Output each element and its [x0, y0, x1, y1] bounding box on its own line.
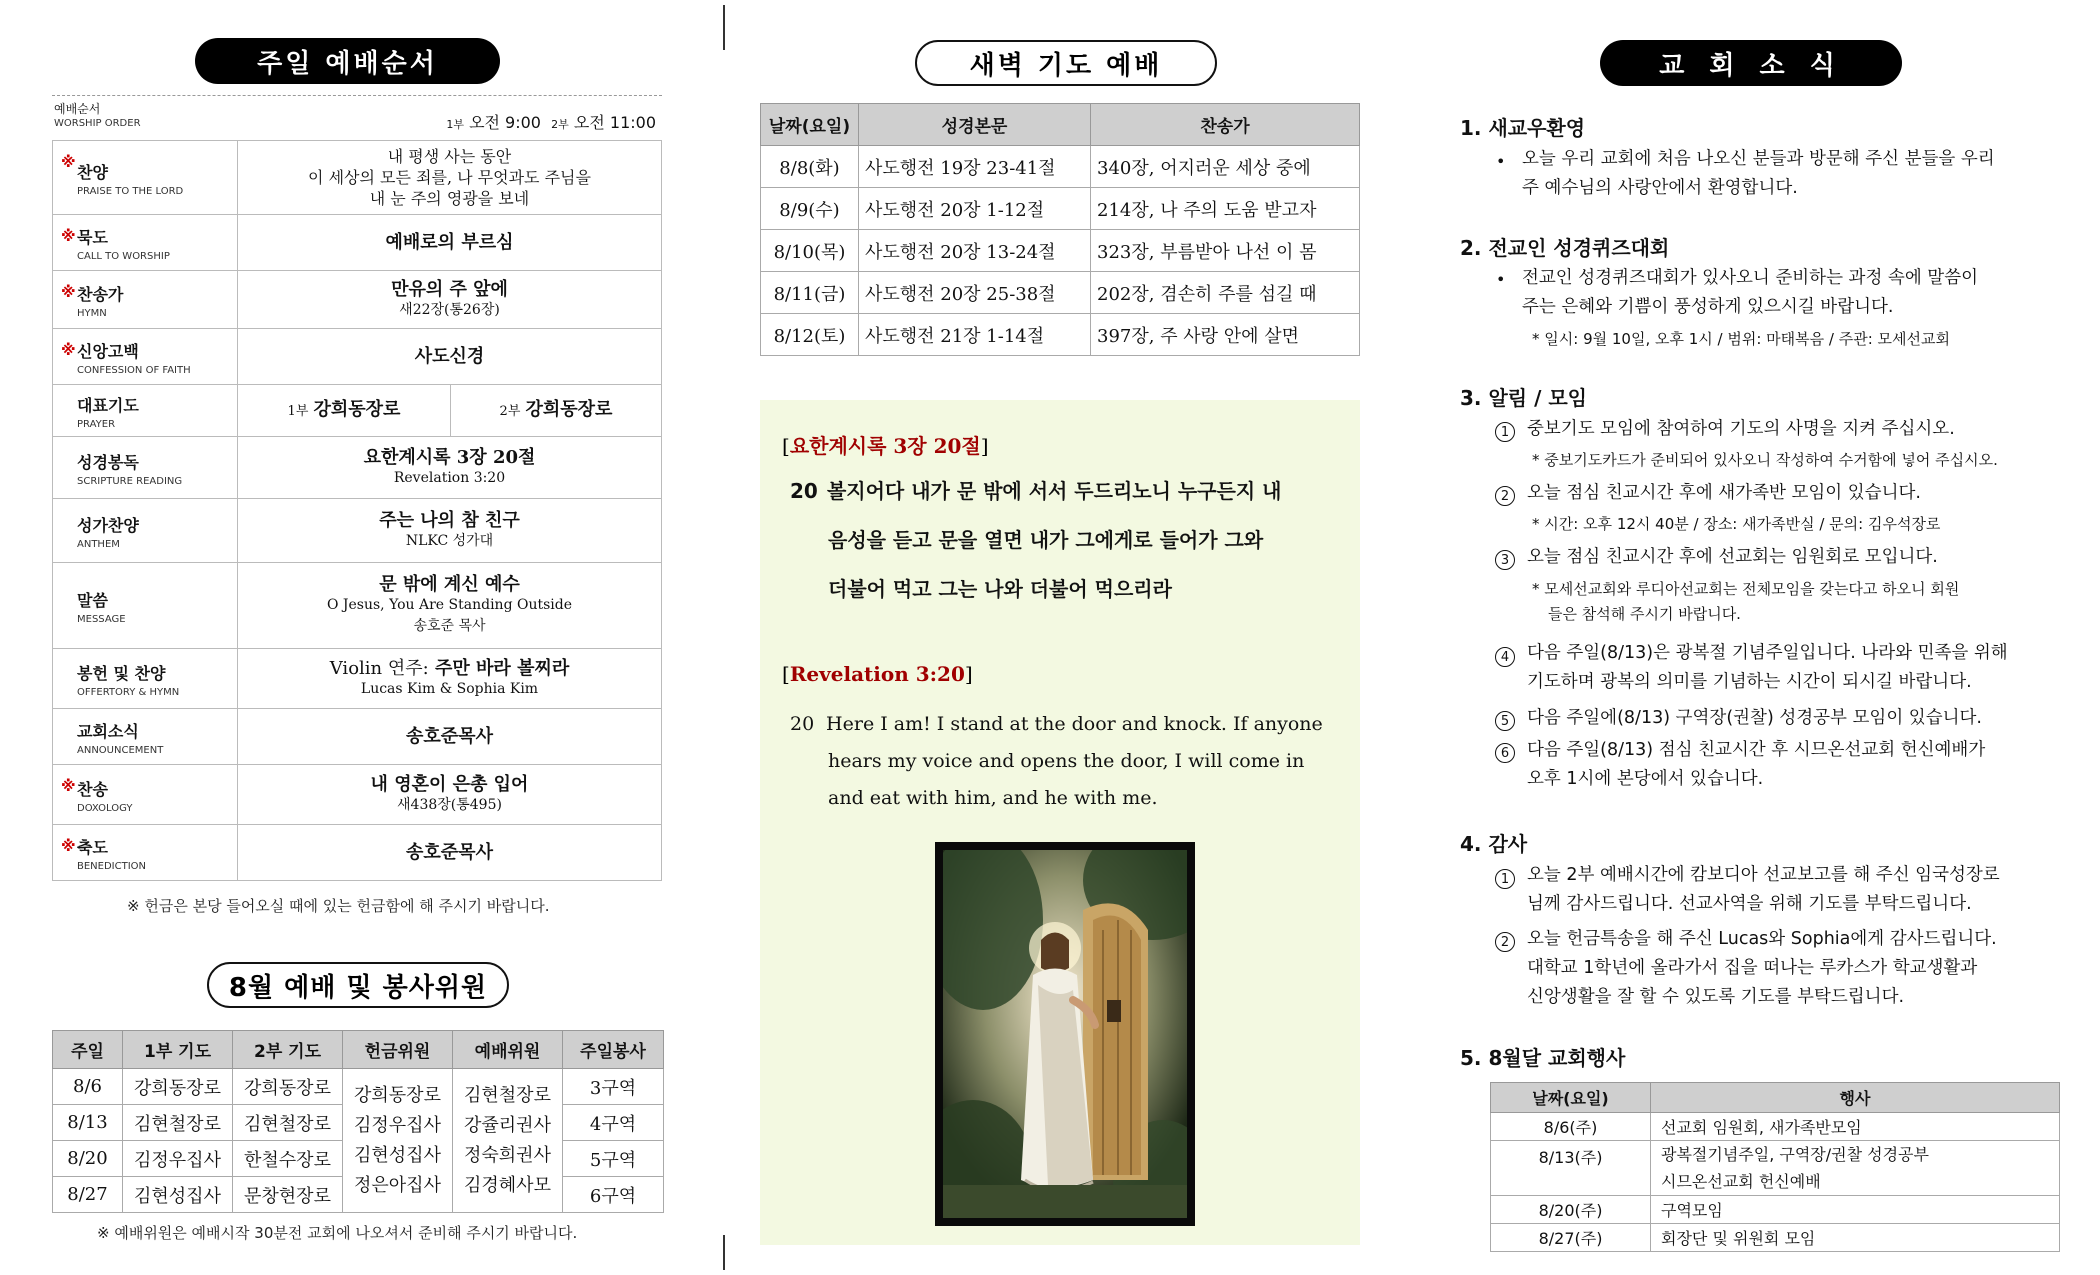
verse-ko-reference: [요한계시록 3장 20절]	[782, 434, 989, 458]
standing-mark: ※	[61, 283, 76, 301]
august-events-table	[1490, 1082, 2060, 1252]
table-row: 8/20(주) 구역모임	[1491, 1196, 2060, 1224]
standing-mark: ※	[61, 153, 76, 171]
table-row: 8/6 강희동장로 강희동장로 강희동장로 김정우집사 김현성집사 정은아집사 김현철장로 강쥴리권사 정숙희권사 김경혜사모 3구역	[53, 1069, 664, 1105]
news-section-4-title: 4. 감사	[1460, 832, 1528, 856]
circled-number: 1	[1495, 422, 1515, 442]
table-row: 8/20 김정우집사 한철수장로 5구역	[53, 1141, 664, 1177]
circled-number: 6	[1495, 743, 1515, 763]
column-divider-top	[723, 5, 725, 50]
order-row: ※ 묵도 CALL TO WORSHIP 예배로의 부르심	[53, 215, 662, 271]
table-row: 8/12(토) 사도행전 21장 1-14절 397장, 주 사랑 안에 살면	[761, 314, 1360, 356]
news-section-5-title: 5. 8월달 교회행사	[1460, 1046, 1626, 1070]
servants-table	[52, 1030, 664, 1213]
dawn-prayer-title: 새벽 기도 예배	[915, 40, 1217, 86]
worship-committee: 김현철장로 강쥴리권사 정숙희권사 김경혜사모	[453, 1069, 563, 1213]
table-row: 8/9(수) 사도행전 20장 1-12절 214장, 나 주의 도움 받고자	[761, 188, 1360, 230]
bullet-icon: •	[1496, 152, 1506, 171]
service-times: 1부 오전 9:00 2부 오전 11:00	[446, 113, 656, 132]
worship-order-header	[52, 95, 662, 135]
notice-item: 다음 주일(8/13) 점심 친교시간 후 시므온선교회 헌신예배가 오후 1시에 본당에서 있습니다.	[1527, 740, 1986, 789]
offering-committee: 강희동장로 김정우집사 김현성집사 정은아집사	[343, 1069, 453, 1213]
notice-item: 중보기도 모임에 참여하여 기도의 사명을 지켜 주십시오.	[1527, 419, 1955, 439]
table-row: 8/27 김현성집사 문창현장로 6구역	[53, 1177, 664, 1213]
worship-order-header-ko: 예배순서	[54, 102, 101, 116]
order-row: ※ 찬양 PRAISE TO THE LORD 내 평생 사는 동안 이 세상의 모든 죄를, 나 무엇과도 주님을 내 눈 주의 영광을 보네	[53, 141, 662, 215]
order-row: ※ 찬송가 HYMN 만유의 주 앞에 새22장(통26장)	[53, 271, 662, 329]
table-row: 8/13(주) 광복절기념주일, 구역장/권찰 성경공부 시므온선교회 헌신예배	[1491, 1141, 2060, 1196]
verse-box	[760, 400, 1360, 1245]
order-row: 대표기도 PRAYER 1부 강희동장로 2부 강희동장로	[53, 385, 662, 437]
offering-note: ※ 헌금은 본당 들어오실 때에 있는 헌금함에 해 주시기 바랍니다.	[127, 897, 550, 915]
standing-mark: ※	[61, 837, 76, 855]
table-row: 8/10(목) 사도행전 20장 13-24절 323장, 부름받아 나선 이 몸	[761, 230, 1360, 272]
bullet-icon: •	[1496, 270, 1506, 289]
dawn-header-row: 날짜(요일) 성경본문 찬송가	[761, 104, 1360, 146]
table-row: 8/6(주) 선교회 임원회, 새가족반모임	[1491, 1113, 2060, 1141]
notice-item: 다음 주일(8/13)은 광복절 기념주일입니다. 나라와 민족을 위해 기도하며 광복의 의미를 기념하는 시간이 되시길 바랍니다.	[1527, 643, 2008, 692]
news-section-2-title: 2. 전교인 성경퀴즈대회	[1460, 236, 1670, 260]
worship-order-title: 주일 예배순서	[195, 38, 500, 84]
circled-number: 4	[1495, 647, 1515, 667]
worship-order-table	[52, 140, 662, 881]
dawn-prayer-table	[760, 103, 1360, 356]
order-row: ※ 축도 BENEDICTION 송호준목사	[53, 825, 662, 881]
order-row: 봉헌 및 찬양 OFFERTORY & HYMN Violin 연주: 주만 바라 볼찌라 Lucas Kim & Sophia Kim	[53, 649, 662, 709]
church-news-title: 교 회 소 식	[1600, 40, 1902, 86]
verse-en-reference: [Revelation 3:20]	[782, 662, 973, 686]
circled-number: 1	[1495, 869, 1515, 889]
news-section-2-text: 전교인 성경퀴즈대회가 있사오니 준비하는 과정 속에 말씀이 주는 은혜와 기쁨이 풍성하게 있으시길 바랍니다.	[1522, 268, 1978, 317]
table-row: 8/13 김현철장로 김현철장로 4구역	[53, 1105, 664, 1141]
order-row: ※ 신앙고백 CONFESSION OF FAITH 사도신경	[53, 329, 662, 385]
worship-order-header-en: WORSHIP ORDER	[54, 118, 141, 129]
order-row: 말씀 MESSAGE 문 밖에 계신 예수 O Jesus, You Are Standing Outside 송호준 목사	[53, 563, 662, 649]
circled-number: 5	[1495, 711, 1515, 731]
verse-ko-text: 20 볼지어다 내가 문 밖에 서서 두드리노니 누구든지 내 음성을 듣고 문을 열면 내가 그에게로 들어가 그와 더불어 먹고 그는 나와 더불어 먹으리라	[790, 479, 1282, 601]
notice-item: 오늘 점심 친교시간 후에 선교회는 임원회로 모입니다.	[1527, 547, 1938, 567]
order-row: 성경봉독 SCRIPTURE READING 요한계시록 3장 20절 Revelation 3:20	[53, 437, 662, 499]
notice-item-sub: * 모세선교회와 루디아선교회는 전체모임을 갖는다고 하오니 회원 들은 참석해 주시기 바랍니다.	[1532, 580, 1960, 623]
standing-mark: ※	[61, 227, 76, 245]
servants-note: ※ 예배위원은 예배시작 30분전 교회에 나오셔서 준비해 주시기 바랍니다.	[97, 1224, 578, 1242]
order-row: 교회소식 ANNOUNCEMENT 송호준목사	[53, 709, 662, 765]
circled-number: 2	[1495, 932, 1515, 952]
news-section-1-title: 1. 새교우환영	[1460, 116, 1586, 140]
notice-item: 다음 주일에(8/13) 구역장(권찰) 성경공부 모임이 있습니다.	[1527, 708, 1982, 728]
table-row: 8/8(화) 사도행전 19장 23-41절 340장, 어지러운 세상 중에	[761, 146, 1360, 188]
news-section-2-sub: * 일시: 9월 10일, 오후 1시 / 범위: 마태복음 / 주관: 모세선교회	[1532, 330, 1950, 348]
column-divider-bottom	[723, 1235, 725, 1270]
notice-item: 오늘 점심 친교시간 후에 새가족반 모임이 있습니다.	[1527, 483, 1921, 503]
table-row: 8/11(금) 사도행전 20장 25-38절 202장, 겸손히 주를 섬길 때	[761, 272, 1360, 314]
painting-image	[943, 850, 1187, 1218]
jesus-knocking-painting	[935, 842, 1195, 1226]
thanks-item: 오늘 헌금특송을 해 주신 Lucas와 Sophia에게 감사드립니다. 대학교 1학년에 올라가서 집을 떠나는 루카스가 학교생활과 신앙생활을 잘 할 수 있도록 기도를 부탁드립니다.	[1527, 929, 1997, 1007]
circled-number: 2	[1495, 486, 1515, 506]
events-header-row: 날짜(요일) 행사	[1491, 1083, 2060, 1113]
verse-en-text: 20 Here I am! I stand at the door and knock. If anyone hears my voice and opens the door, I will come in and eat with him, and he with me.	[790, 713, 1323, 809]
servants-header-row: 주일 1부 기도 2부 기도 헌금위원 예배위원 주일봉사	[53, 1031, 664, 1069]
order-row: 성가찬양 ANTHEM 주는 나의 참 친구 NLKC 성가대	[53, 499, 662, 563]
standing-mark: ※	[61, 341, 76, 359]
order-row: ※ 찬송 DOXOLOGY 내 영혼이 은총 입어 새438장(통495)	[53, 765, 662, 825]
circled-number: 3	[1495, 550, 1515, 570]
notice-item-sub: * 중보기도카드가 준비되어 있사오니 작성하여 수거함에 넣어 주십시오.	[1532, 451, 1998, 469]
notice-item-sub: * 시간: 오후 12시 40분 / 장소: 새가족반실 / 문의: 김우석장로	[1532, 515, 1941, 533]
servants-title: 8월 예배 및 봉사위원	[207, 962, 509, 1008]
standing-mark: ※	[61, 777, 76, 795]
table-row: 8/27(주) 회장단 및 위원회 모임	[1491, 1224, 2060, 1252]
thanks-item: 오늘 2부 예배시간에 캄보디아 선교보고를 해 주신 임국성장로 님께 감사드립니다. 선교사역을 위해 기도를 부탁드립니다.	[1527, 865, 2000, 914]
news-section-3-title: 3. 알림 / 모임	[1460, 386, 1587, 410]
news-section-1-text: 오늘 우리 교회에 처음 나오신 분들과 방문해 주신 분들을 우리 주 예수님의 사랑안에서 환영합니다.	[1522, 149, 1995, 198]
